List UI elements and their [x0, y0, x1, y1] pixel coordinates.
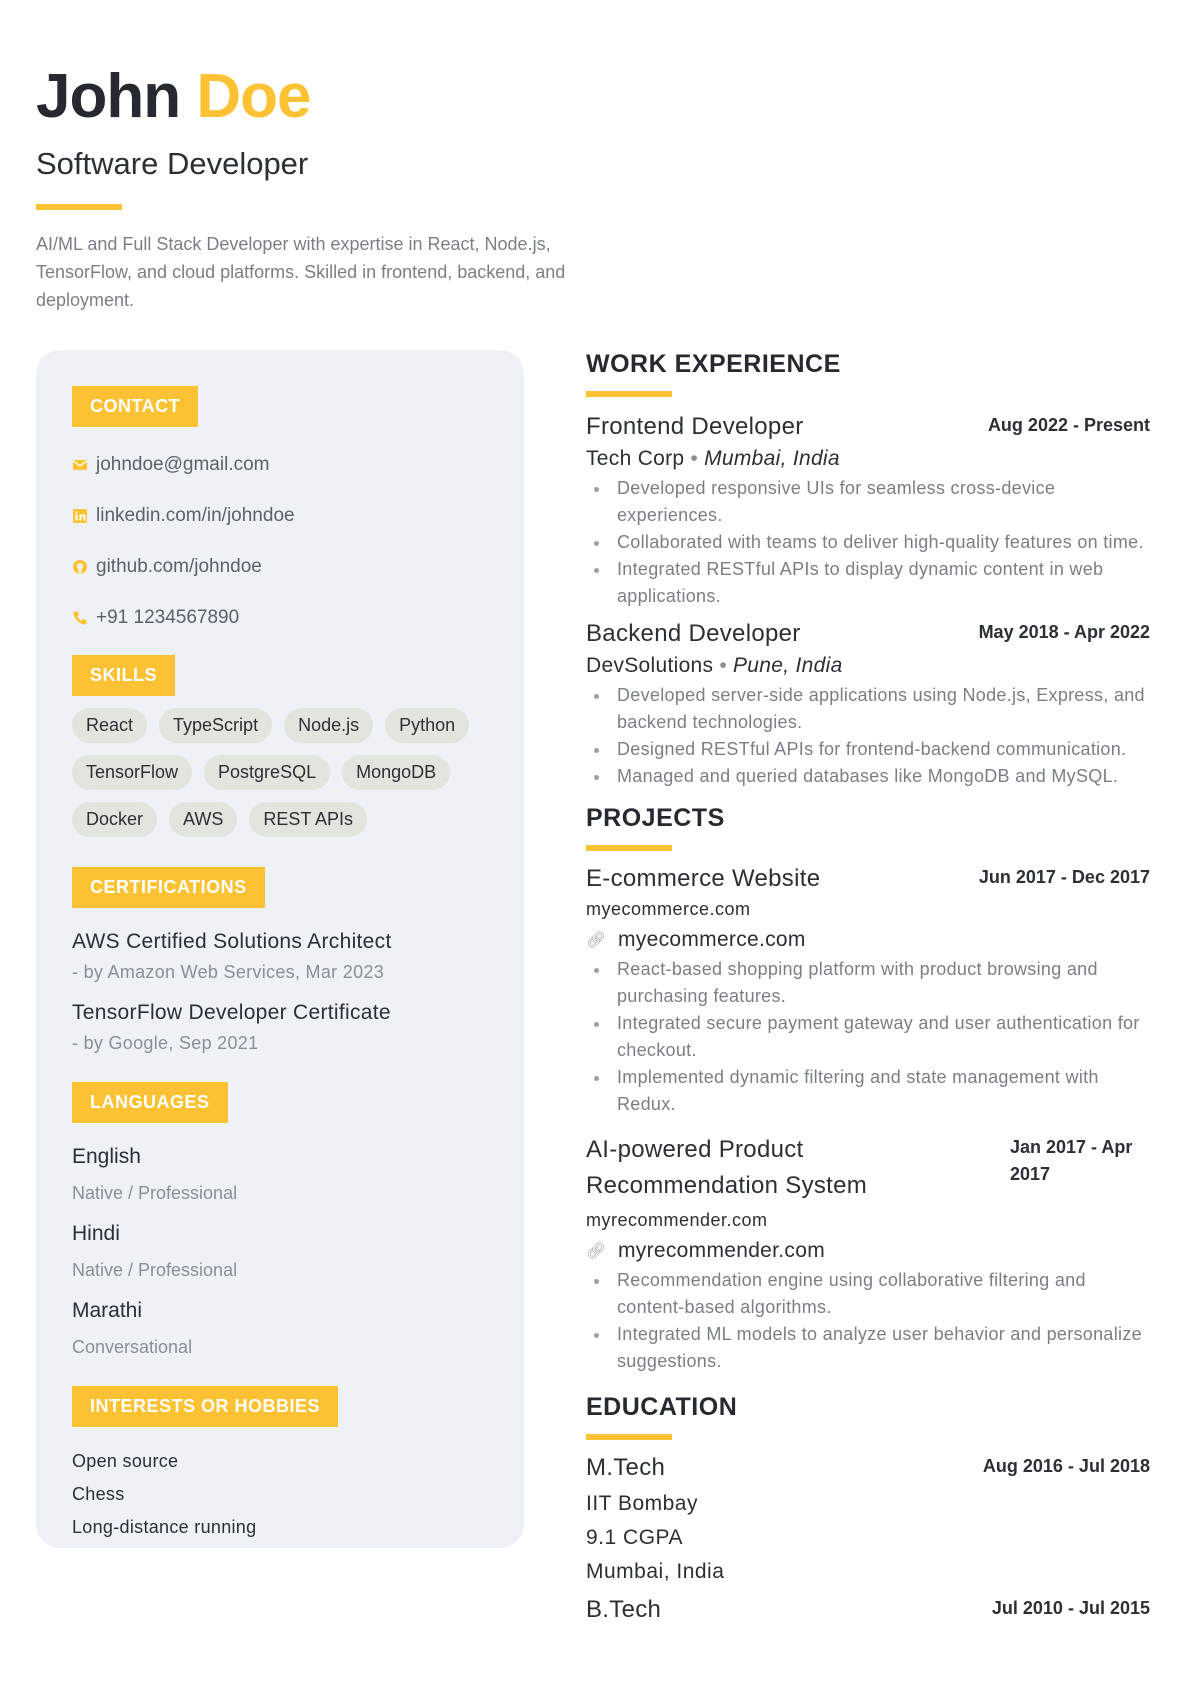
languages-heading: LANGUAGES	[72, 1082, 228, 1123]
certification-name: AWS Certified Solutions Architect	[72, 930, 392, 953]
first-name: John	[36, 62, 181, 131]
skill-chip: MongoDB	[342, 755, 450, 790]
projects-heading: PROJECTS	[586, 804, 725, 832]
work-bullets	[586, 682, 1150, 790]
skill-chip: TensorFlow	[72, 755, 192, 790]
project-url: myrecommender.com	[586, 1210, 768, 1230]
skill-chip: Python	[385, 708, 469, 743]
language-item	[72, 1145, 488, 1204]
bullet-item: Developed server-side applications using Node.js, Express, and backend technologies.	[586, 682, 1150, 736]
bullet-item: Integrated ML models to analyze user behavior and personalize suggestions.	[586, 1321, 1150, 1375]
resume-header	[36, 60, 676, 314]
contact-linkedin-text: linkedin.com/in/johndoe	[96, 504, 295, 526]
interests-heading: INTERESTS OR HOBBIES	[72, 1386, 338, 1427]
certification-item	[72, 1001, 488, 1054]
bullet-item: Integrated RESTful APIs to display dynamic content in web applications.	[586, 556, 1150, 610]
skill-chip: TypeScript	[159, 708, 272, 743]
education-degree: B.Tech	[586, 1596, 662, 1623]
bullet-item: React-based shopping platform with product browsing and purchasing features.	[586, 956, 1150, 1010]
education-entry	[586, 1596, 1150, 1624]
project-entry	[586, 1132, 1150, 1375]
separator-dot: •	[719, 654, 727, 677]
work-company-line	[586, 654, 1150, 678]
bullet-item: Implemented dynamic filtering and state management with Redux.	[586, 1064, 1150, 1118]
education-degree: M.Tech	[586, 1454, 666, 1481]
language-name: Marathi	[72, 1299, 143, 1322]
work-company-line	[586, 447, 1150, 471]
education-school: IIT Bombay	[586, 1492, 698, 1515]
contact-phone-text: +91 1234567890	[96, 606, 240, 628]
work-entry	[586, 620, 1150, 790]
full-name	[36, 60, 676, 134]
bullet-item: Managed and queried databases like MongoDB and MySQL.	[586, 763, 1150, 790]
project-link[interactable]	[586, 928, 1150, 952]
skill-chip: REST APIs	[249, 802, 367, 837]
project-entry	[586, 865, 1150, 1118]
education-date: Aug 2016 - Jul 2018	[982, 1456, 1150, 1476]
language-level: Native / Professional	[72, 1183, 238, 1203]
github-icon	[72, 559, 88, 575]
work-role: Frontend Developer	[586, 413, 804, 440]
project-link-text: myecommerce.com	[618, 928, 806, 951]
skills-list	[72, 708, 492, 837]
project-name: AI-powered Product Recommendation System	[586, 1136, 868, 1199]
project-link[interactable]	[586, 1239, 1150, 1263]
skill-chip: Node.js	[284, 708, 373, 743]
last-name: Doe	[196, 62, 311, 131]
skill-chip: AWS	[169, 802, 237, 837]
education-grade: 9.1 CGPA	[586, 1526, 683, 1549]
skill-chip: Docker	[72, 802, 157, 837]
phone-icon	[72, 610, 88, 626]
skill-chip: PostgreSQL	[204, 755, 330, 790]
mail-icon	[72, 457, 88, 473]
education-date: Jul 2010 - Jul 2015	[991, 1598, 1150, 1618]
bullet-item: Recommendation engine using collaborative filtering and content-based algorithms.	[586, 1267, 1150, 1321]
contact-email[interactable]	[72, 439, 488, 490]
job-title: Software Developer	[36, 146, 309, 181]
link-icon: 🔗︎	[586, 932, 607, 949]
contact-list	[72, 439, 488, 643]
work-location: Mumbai, India	[704, 447, 840, 470]
section-underline	[586, 1434, 672, 1440]
contact-phone[interactable]	[72, 592, 488, 643]
language-name: Hindi	[72, 1222, 120, 1245]
work-role: Backend Developer	[586, 620, 801, 647]
sidebar	[36, 350, 524, 1548]
interest-item: Long-distance running	[72, 1517, 257, 1537]
skills-heading: SKILLS	[72, 655, 175, 696]
bullet-item: Integrated secure payment gateway and user authentication for checkout.	[586, 1010, 1150, 1064]
project-bullets	[586, 956, 1150, 1118]
work-experience-heading: WORK EXPERIENCE	[586, 350, 841, 378]
certifications-heading: CERTIFICATIONS	[72, 867, 265, 908]
interest-item: Chess	[72, 1484, 125, 1504]
skill-chip: React	[72, 708, 147, 743]
bullet-item: Collaborated with teams to deliver high-quality features on time.	[586, 529, 1150, 556]
profile-summary: AI/ML and Full Stack Developer with expertise in React, Node.js, TensorFlow, and cloud platforms. Skilled in frontend, backend, and deployment.	[36, 234, 566, 310]
education-entry	[586, 1454, 1150, 1584]
certification-item	[72, 930, 488, 983]
work-bullets	[586, 475, 1150, 610]
project-url: myecommerce.com	[586, 899, 751, 919]
work-date: Aug 2022 - Present	[987, 415, 1150, 435]
project-link-text: myrecommender.com	[618, 1239, 825, 1262]
language-level: Native / Professional	[72, 1260, 238, 1280]
certification-issuer: - by Amazon Web Services, Mar 2023	[72, 962, 384, 982]
language-item	[72, 1222, 488, 1281]
title-underline	[36, 204, 122, 210]
work-company: Tech Corp	[586, 447, 685, 470]
linkedin-icon	[72, 508, 88, 524]
separator-dot: •	[690, 447, 699, 470]
link-icon: 🔗︎	[586, 1243, 607, 1260]
main-column	[586, 350, 1150, 1624]
language-level: Conversational	[72, 1337, 193, 1357]
contact-linkedin[interactable]	[72, 490, 488, 541]
section-underline	[586, 845, 672, 851]
contact-email-text: johndoe@gmail.com	[96, 453, 270, 475]
work-entry	[586, 413, 1150, 610]
project-name: E-commerce Website	[586, 865, 821, 892]
work-location: Pune, India	[733, 654, 843, 677]
bullet-item: Designed RESTful APIs for frontend-backend communication.	[586, 736, 1150, 763]
contact-heading: CONTACT	[72, 386, 198, 427]
contact-github[interactable]	[72, 541, 488, 592]
education-heading: EDUCATION	[586, 1393, 738, 1421]
work-date: May 2018 - Apr 2022	[978, 622, 1150, 642]
project-date: Jan 2017 - Apr 2017	[1010, 1137, 1133, 1184]
project-date: Jun 2017 - Dec 2017	[978, 867, 1150, 887]
contact-github-text: github.com/johndoe	[96, 555, 262, 577]
language-item	[72, 1299, 488, 1358]
education-location: Mumbai, India	[586, 1560, 725, 1583]
interest-item: Open source	[72, 1451, 179, 1471]
certification-name: TensorFlow Developer Certificate	[72, 1001, 391, 1024]
language-name: English	[72, 1145, 141, 1168]
work-company: DevSolutions	[586, 654, 714, 677]
project-bullets	[586, 1267, 1150, 1375]
interests-list	[72, 1445, 488, 1544]
certification-issuer: - by Google, Sep 2021	[72, 1033, 259, 1053]
section-underline	[586, 391, 672, 397]
bullet-item: Developed responsive UIs for seamless cross-device experiences.	[586, 475, 1150, 529]
